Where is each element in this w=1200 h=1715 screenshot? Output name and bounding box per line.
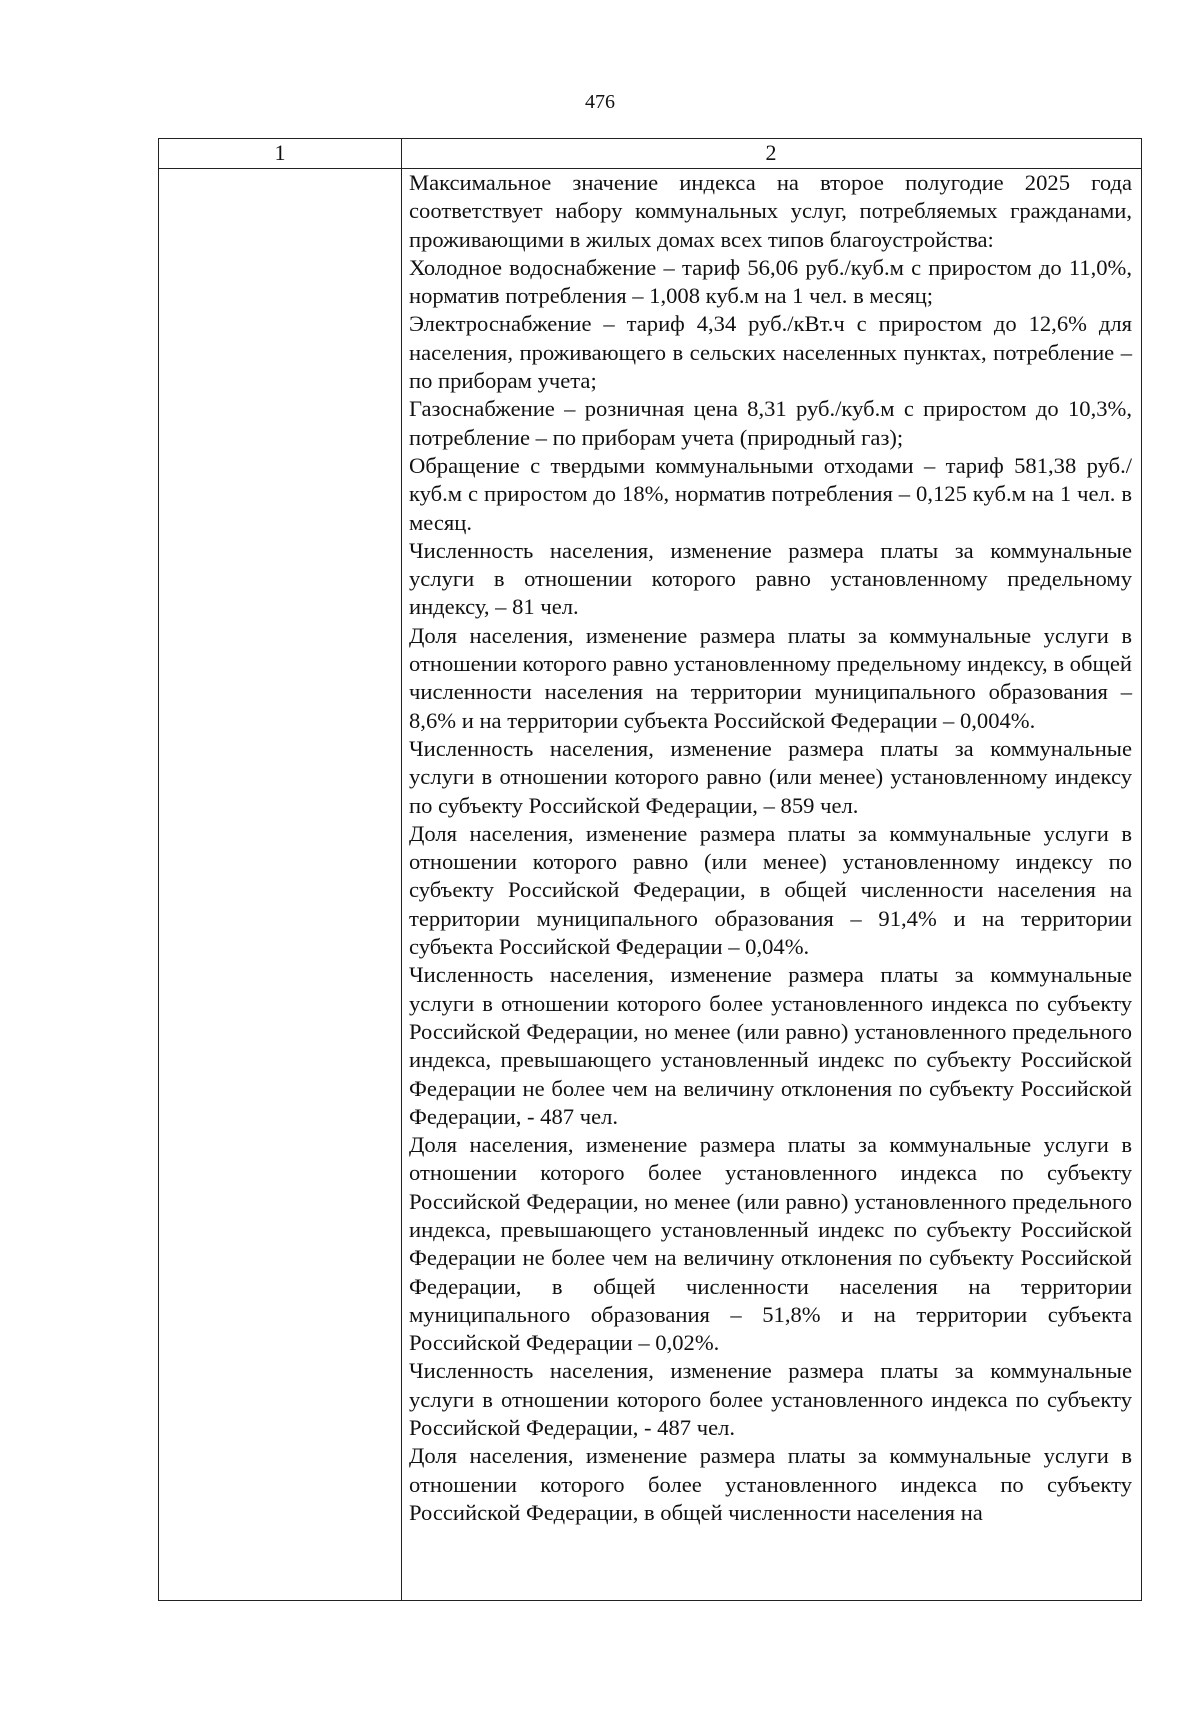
paragraph: Электроснабжение – тариф 4,34 руб./кВт.ч с приростом до 12,6% для населения, проживающего в сельских населенных пунктах, потребление – по приборам учета; xyxy=(409,311,1132,394)
column-header-1: 1 xyxy=(274,140,286,165)
paragraph: Численность населения, изменение размера платы за коммунальные услуги в отношении которого более установленного индекса по субъекту Российской Федерации, но менее (или равно) установленного предельного индекса, превышающего установленный индекс по субъекту Российской Федерации не более чем на величину отклонения по субъекту Российской Федерации, - 487 чел. xyxy=(409,962,1132,1129)
paragraph: Обращение с твердыми коммунальными отходами – тариф 581,38 руб./куб.м с приростом до 18%, норматив потребления – 0,125 куб.м на 1 чел. в месяц. xyxy=(409,452,1132,535)
paragraph: Газоснабжение – розничная цена 8,31 руб./куб.м с приростом до 10,3%, потребление – по приборам учета (природный газ); xyxy=(409,396,1132,450)
paragraph: Численность населения, изменение размера платы за коммунальные услуги в отношении которого равно (или менее) установленному индексу по субъекту Российской Федерации, – 859 чел. xyxy=(409,735,1132,818)
document-table xyxy=(158,138,1142,1601)
paragraph: Численность населения, изменение размера платы за коммунальные услуги в отношении которого равно установленному предельному индексу, – 81 чел. xyxy=(409,537,1132,620)
paragraph: Доля населения, изменение размера платы за коммунальные услуги в отношении которого более установленного индекса по субъекту Российской Федерации, но менее (или равно) установленного предельного индекса, превышающего установленный индекс по субъекту Российской Федерации не более чем на величину отклонения по субъекту Российской Федерации, в общей численности населения на территории муниципального образования – 51,8% и на территории субъекта Российской Федерации – 0,02%. xyxy=(409,1132,1132,1356)
paragraph: Численность населения, изменение размера платы за коммунальные услуги в отношении которого более установленного индекса по субъекту Российской Федерации, - 487 чел. xyxy=(409,1358,1132,1441)
column-divider xyxy=(401,139,402,1600)
paragraph: Максимальное значение индекса на второе полугодие 2025 года соответствует набору коммунальных услуг, потребляемых гражданами, проживающими в жилых домах всех типов благоустройства: xyxy=(409,170,1132,252)
content-cell xyxy=(409,169,1132,1527)
column-header-2: 2 xyxy=(765,140,777,165)
page-number: 476 xyxy=(585,91,615,113)
paragraph: Доля населения, изменение размера платы за коммунальные услуги в отношении которого равно установленному предельному индексу, в общей численности населения на территории муниципального образования – 8,6% и на территории субъекта Российской Федерации – 0,004%. xyxy=(409,622,1132,733)
paragraph: Доля населения, изменение размера платы за коммунальные услуги в отношении которого более установленного индекса по субъекту Российской Федерации, в общей численности населения на xyxy=(409,1443,1132,1525)
table-header-row xyxy=(159,139,1141,169)
paragraph: Доля населения, изменение размера платы за коммунальные услуги в отношении которого равно (или менее) установленному индексу по субъекту Российской Федерации, в общей численности населения на территории муниципального образования – 91,4% и на территории субъекта Российской Федерации – 0,04%. xyxy=(409,820,1132,960)
paragraph: Холодное водоснабжение – тариф 56,06 руб./куб.м с приростом до 11,0%, норматив потребления – 1,008 куб.м на 1 чел. в месяц; xyxy=(409,254,1132,309)
